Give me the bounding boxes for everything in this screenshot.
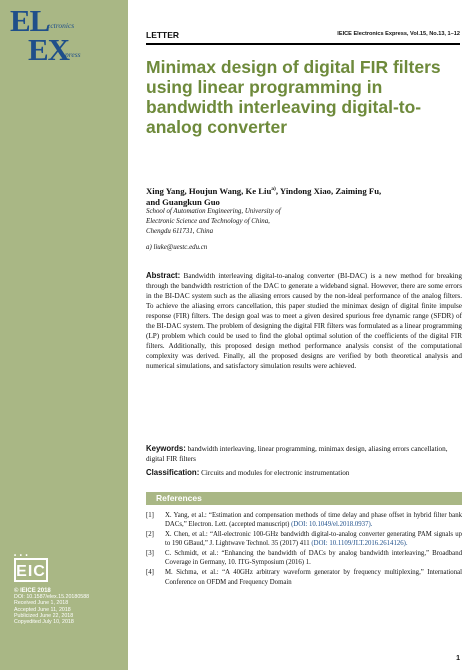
copyright: © IEICE 2018 bbox=[14, 588, 51, 594]
reference-item bbox=[146, 511, 462, 530]
publication-info bbox=[14, 588, 126, 625]
affiliation bbox=[146, 207, 336, 237]
reference-item bbox=[146, 549, 462, 568]
reference-doi-link[interactable]: (DOI: 10.1109/JLT.2016.2614126). bbox=[311, 540, 408, 548]
reference-number: [1] bbox=[146, 512, 154, 519]
journal-citation: IEICE Electronics Express, Vol.15, No.13, 1–12 bbox=[337, 31, 460, 37]
page-header bbox=[146, 30, 460, 40]
logo-ex: EX bbox=[28, 32, 70, 67]
page-number: 1 bbox=[456, 655, 460, 662]
header-rule bbox=[146, 43, 460, 45]
authors-line2: and Guangkun Guo bbox=[146, 196, 220, 207]
paper-title: Minimax design of digital FIR filters using linear programming in bandwidth interleaving digital-to-analog converter bbox=[146, 57, 441, 137]
article-type: LETTER bbox=[146, 30, 180, 40]
reference-text: X. Chen, et al.: “All-electronic 100-GHz bandwidth digital-to-analog converter generating PAM signals up to 190 GBaud,” J. Lightwave Technol. 35 (2017) 411 bbox=[165, 531, 462, 548]
reference-text: X. Yang, et al.: “Estimation and compensation methods of time delay and phase offset in hybrid filter bank DACs,” Electron. Lett. (accepted manuscript) bbox=[165, 512, 462, 529]
logo-express: press bbox=[65, 50, 81, 59]
keywords-text: bandwidth interleaving, linear programming, minimax design, aliasing errors cancellation, digital FIR filters bbox=[146, 445, 448, 463]
authors-line1: Xing Yang, Houjun Wang, Ke Liu bbox=[146, 185, 272, 196]
logo-el: EL bbox=[10, 3, 50, 38]
abstract-text: Bandwidth interleaving digital-to-analog converter (BI-DAC) is a new method for breaking through the bandwidth restriction of the DAC to generate a wideband signal. However, there are some errors in the BI-DAC system such as the aliasing errors caused by the non-ideal performance of the analog filters. To achieve the aliasing errors cancellation, this paper studied the minimax design of digital finite impulse response (FIR) filters. The design goal was to meet a given desired spurious free dynamic range (SFDR) of the BI-DAC system. The problem of designing the digital FIR filters was formulated as a linear programming (LP) problem which could be used to find the global optimal solution of the coefficients of the digital FIR filters. Additionally, this proposed design method performance analysis consist of the computational complexity was derived. Finally, all the proposed designs are verified by both theoretical analysis and numerical simulations, and satisfactory simulation results were achieved. bbox=[146, 272, 462, 370]
reference-doi-link[interactable]: (DOI: 10.1049/el.2018.0937). bbox=[291, 521, 373, 529]
authors-line1-rest: , Yindong Xiao, Zaiming Fu, bbox=[275, 185, 382, 196]
reference-list bbox=[146, 511, 462, 587]
reference-number: [3] bbox=[146, 550, 154, 558]
elex-logo bbox=[10, 3, 81, 67]
classification-text: Circuits and modules for electronic instrumentation bbox=[201, 469, 350, 477]
logo-electronics: ectronics bbox=[47, 21, 75, 30]
copyedited-date: Copyedited July 10, 2018 bbox=[14, 619, 74, 626]
affiliation-line1: School of Automation Engineering, University of bbox=[146, 208, 281, 215]
eic-dots-icon: • • • bbox=[14, 553, 29, 559]
author-list bbox=[146, 184, 466, 208]
keywords-label: Keywords: bbox=[146, 444, 186, 453]
abstract bbox=[146, 271, 462, 371]
abstract-label: Abstract: bbox=[146, 271, 181, 280]
classification bbox=[146, 468, 462, 478]
doi: DOI: 10.1587/elex.15.20180588 bbox=[14, 594, 90, 601]
reference-text: C. Schmidt, et al.: “Enhancing the bandwidth of DACs by analog bandwidth interleaving,” Broadband Coverage in Germany, 10. ITG-Symposium (2016) 1. bbox=[165, 550, 462, 567]
eic-logo bbox=[14, 553, 48, 582]
reference-item bbox=[146, 568, 462, 587]
affiliation-line2: Electronic Science and Technology of China, bbox=[146, 218, 270, 225]
reference-number: [2] bbox=[146, 531, 154, 539]
author-email[interactable]: a) liuke@uestc.edu.cn bbox=[146, 244, 208, 251]
eic-text: EIC bbox=[16, 563, 46, 580]
accepted-date: Accepted June 11, 2018 bbox=[14, 606, 71, 613]
reference-item bbox=[146, 530, 462, 549]
publicized-date: Publicized June 22, 2018 bbox=[14, 612, 74, 619]
keywords bbox=[146, 444, 462, 464]
references-heading: References bbox=[146, 492, 462, 505]
classification-label: Classification: bbox=[146, 468, 200, 477]
left-sidebar bbox=[0, 0, 128, 670]
reference-number: [4] bbox=[146, 569, 154, 577]
received-date: Received June 1, 2018 bbox=[14, 600, 69, 607]
affiliation-line3: Chengdu 611731, China bbox=[146, 228, 214, 235]
reference-text: M. Sichma, et al.: “A 40GHz arbitrary waveform generator by frequency multiplexing,” International Conference on OFDM and Frequency Domain bbox=[165, 569, 462, 586]
author-superscript: a) bbox=[271, 186, 276, 192]
